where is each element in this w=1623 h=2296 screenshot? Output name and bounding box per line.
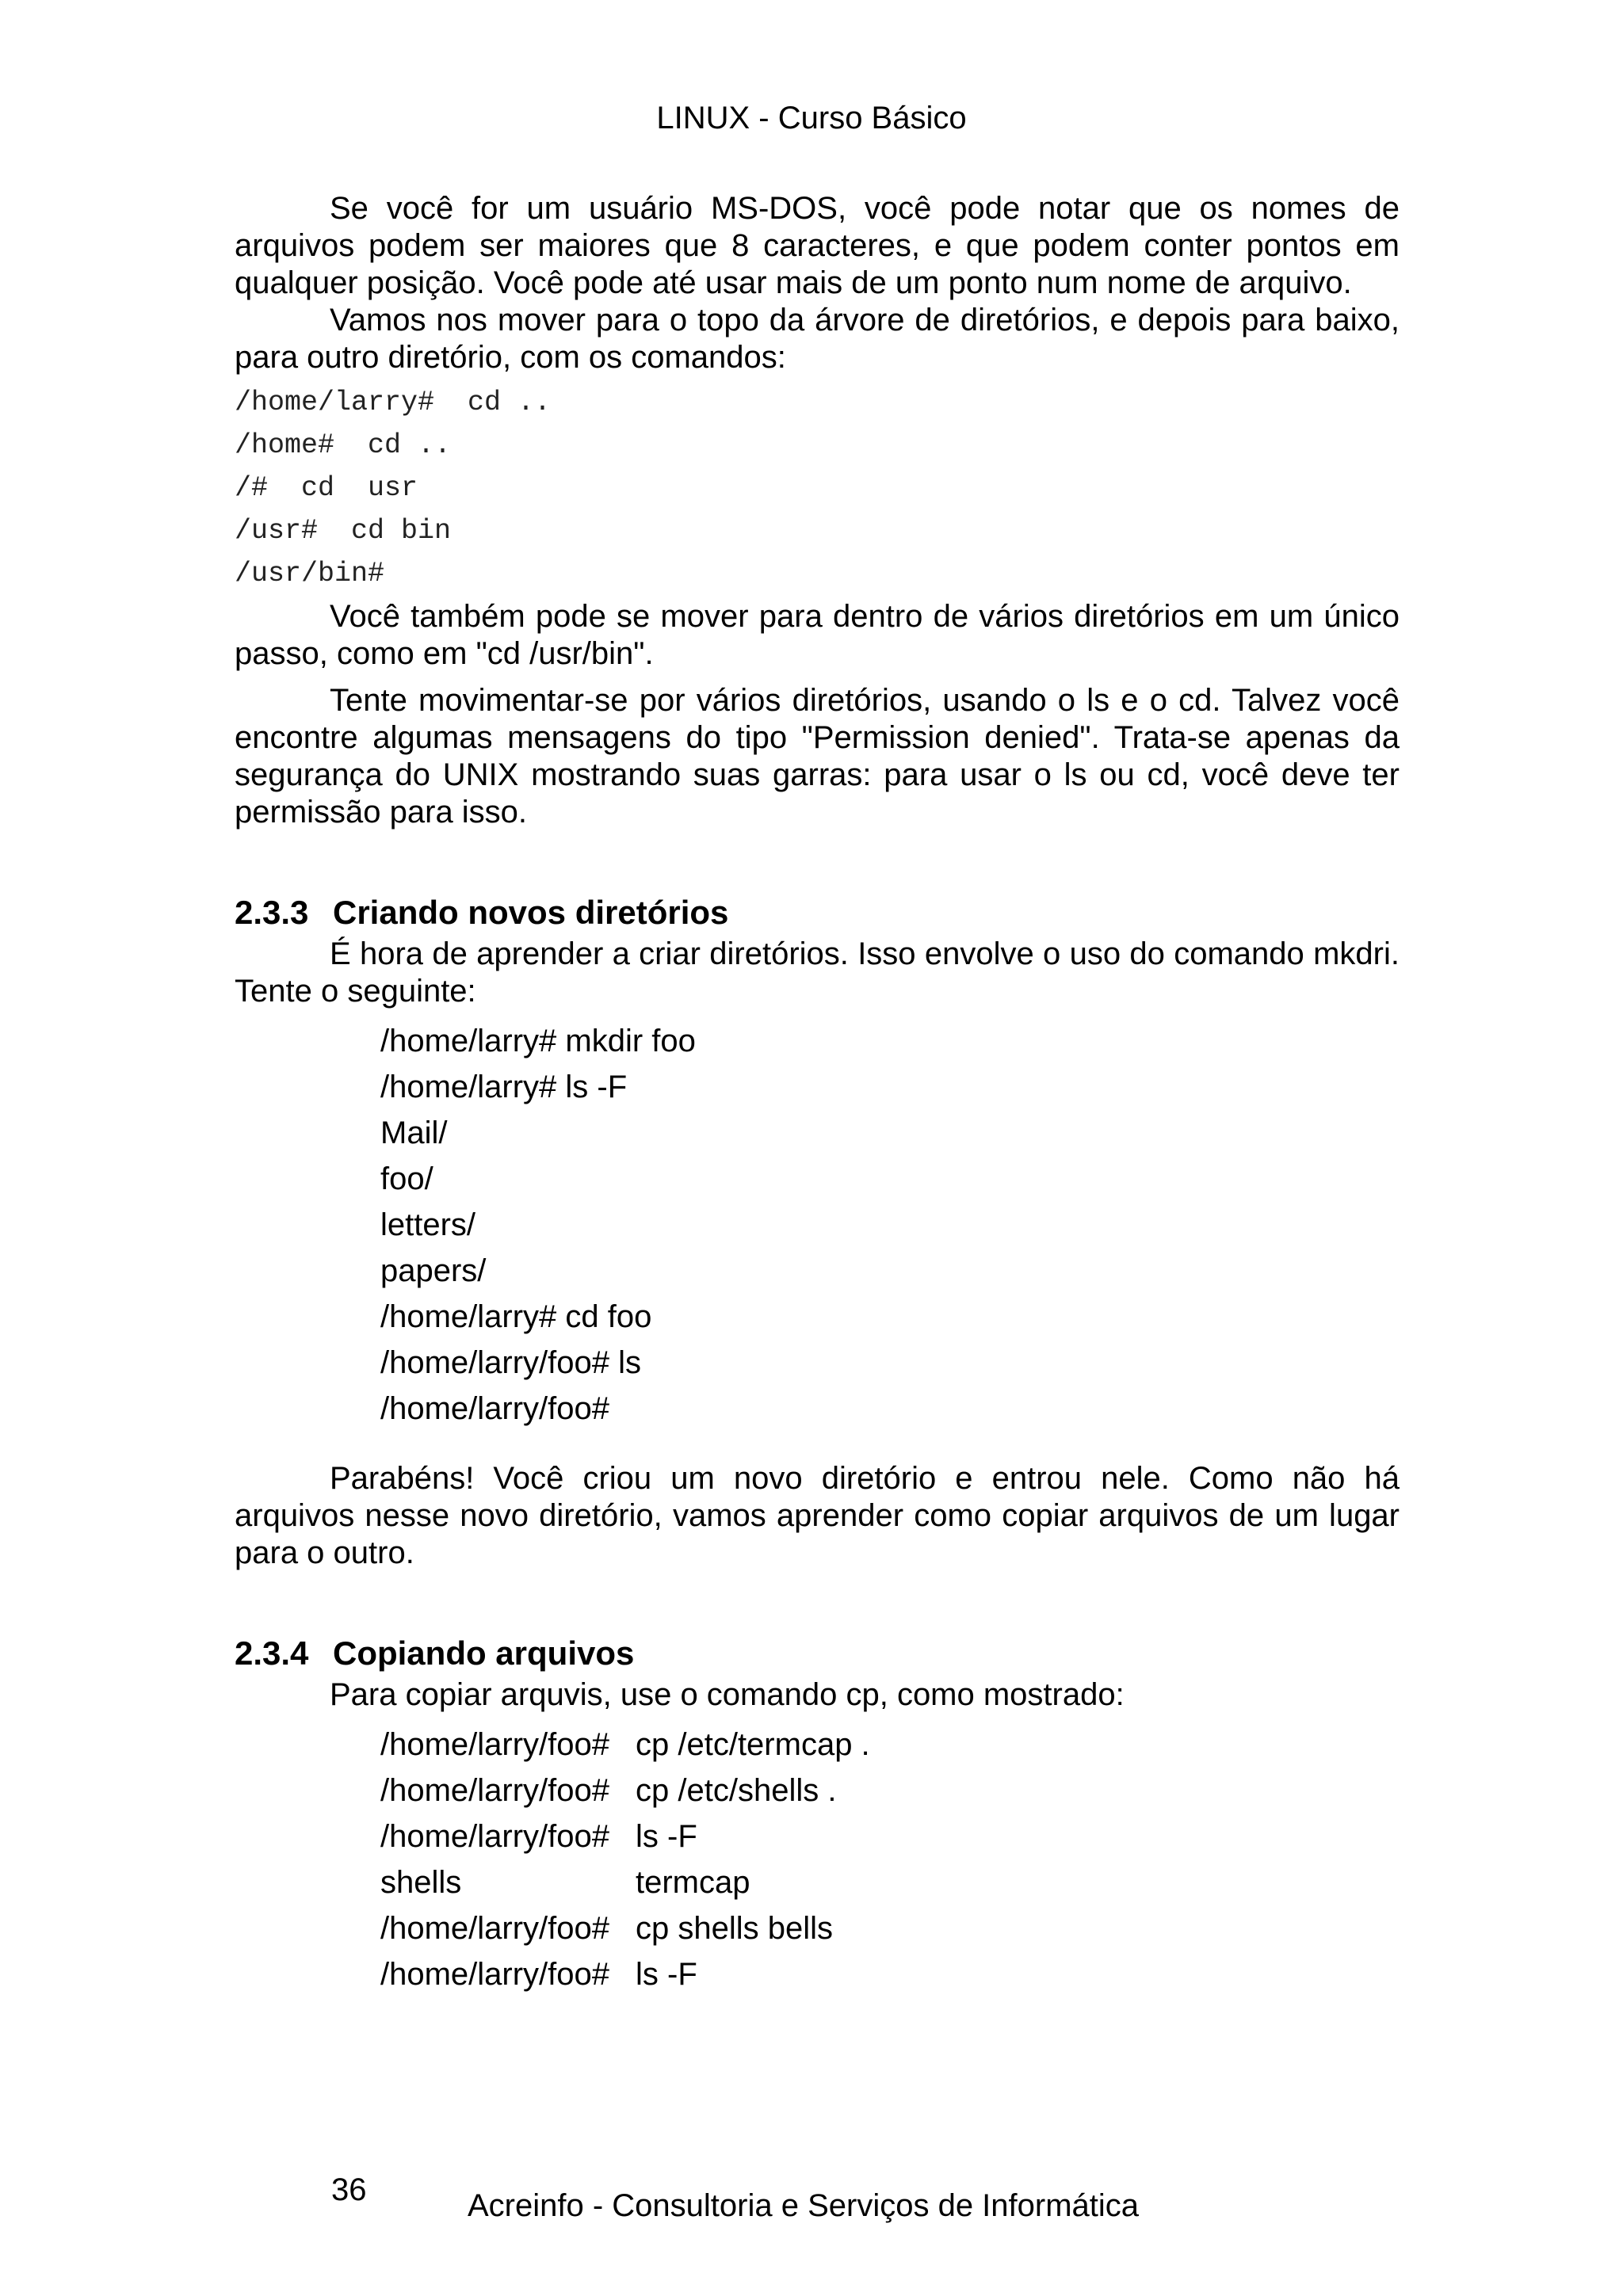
command-line xyxy=(380,1722,1400,1768)
command-output-line xyxy=(380,1859,1400,1905)
command-line: letters/ xyxy=(380,1207,476,1242)
section-title: Copiando arquivos xyxy=(333,1634,635,1672)
command-text: cp /etc/termcap . xyxy=(636,1727,870,1762)
command-prompt: /home/larry/foo# xyxy=(380,1911,610,1946)
section-heading-2-3-4 xyxy=(235,1634,1400,1673)
command-prompt: /home/larry/foo# xyxy=(380,1957,610,1992)
page-content xyxy=(235,190,1400,1997)
command-line xyxy=(380,1951,1400,1997)
command-text: cp /etc/shells . xyxy=(636,1773,837,1808)
command-line: /home/larry# mkdir foo xyxy=(380,1024,696,1058)
code-line: /usr/bin# xyxy=(235,558,385,589)
command-block-mkdir xyxy=(380,1018,1400,1432)
command-line: papers/ xyxy=(380,1253,487,1288)
code-line: /home/larry# cd .. xyxy=(235,387,552,418)
paragraph-permission: Tente movimentar-se por vários diretórios, usando o ls e o cd. Talvez você encontre algumas mensagens do tipo "Permission denied". Trata-se apenas da segurança do UNIX mostrando suas garras: para usar o ls ou cd, você deve ter permissão para isso. xyxy=(235,683,1400,830)
command-prompt: /home/larry/foo# xyxy=(380,1773,610,1808)
paragraph-congrats: Parabéns! Você criou um novo diretório e entrou nele. Como não há arquivos nesse novo diretório, vamos aprender como copiar arquivos de um lugar para o outro. xyxy=(235,1461,1400,1570)
command-line: /home/larry# cd foo xyxy=(380,1299,652,1334)
section-number: 2.3.4 xyxy=(235,1634,309,1672)
command-text: cp shells bells xyxy=(636,1911,834,1946)
output-file: shells xyxy=(380,1865,462,1900)
code-line: /usr# cd bin xyxy=(235,515,452,547)
command-line xyxy=(380,1905,1400,1951)
output-file: termcap xyxy=(636,1865,750,1900)
command-line xyxy=(380,1768,1400,1814)
command-line: foo/ xyxy=(380,1161,433,1196)
command-prompt: /home/larry/foo# xyxy=(380,1727,610,1762)
command-line xyxy=(380,1814,1400,1859)
code-line: /# cd usr xyxy=(235,472,418,504)
running-footer: Acreinfo - Consultoria e Serviços de Informática xyxy=(468,2188,1140,2223)
command-prompt: /home/larry/foo# xyxy=(380,1819,610,1854)
code-block-cd xyxy=(235,381,1400,595)
paragraph-msdos-names: Se você for um usuário MS-DOS, você pode notar que os nomes de arquivos podem ser maiores que 8 caracteres, e que podem conter pontos em qualquer posição. Você pode até usar mais de um ponto num nome de arquivo. xyxy=(235,191,1400,300)
command-line: /home/larry/foo# ls xyxy=(380,1345,642,1380)
code-line: /home# cd .. xyxy=(235,429,452,461)
command-text: ls -F xyxy=(636,1957,697,1992)
command-block-cp xyxy=(380,1722,1400,1997)
command-line: /home/larry# ls -F xyxy=(380,1070,628,1104)
command-text: ls -F xyxy=(636,1819,697,1854)
section-title: Criando novos diretórios xyxy=(333,894,729,931)
page-number: 36 xyxy=(331,2172,367,2207)
paragraph-mkdir-intro: É hora de aprender a criar diretórios. Isso envolve o uso do comando mkdri. Tente o seguinte: xyxy=(235,936,1400,1009)
command-line: /home/larry/foo# xyxy=(380,1391,610,1426)
section-number: 2.3.3 xyxy=(235,894,309,931)
section-heading-2-3-3 xyxy=(235,893,1400,933)
paragraph-move-tree: Vamos nos mover para o topo da árvore de diretórios, e depois para baixo, para outro diretório, com os comandos: xyxy=(235,303,1400,375)
command-line: Mail/ xyxy=(380,1116,448,1150)
running-header: LINUX - Curso Básico xyxy=(656,101,967,135)
paragraph-single-step: Você também pode se mover para dentro de vários diretórios em um único passo, como em "cd /usr/bin". xyxy=(235,599,1400,671)
paragraph-cp-intro: Para copiar arquvis, use o comando cp, como mostrado: xyxy=(330,1677,1125,1712)
